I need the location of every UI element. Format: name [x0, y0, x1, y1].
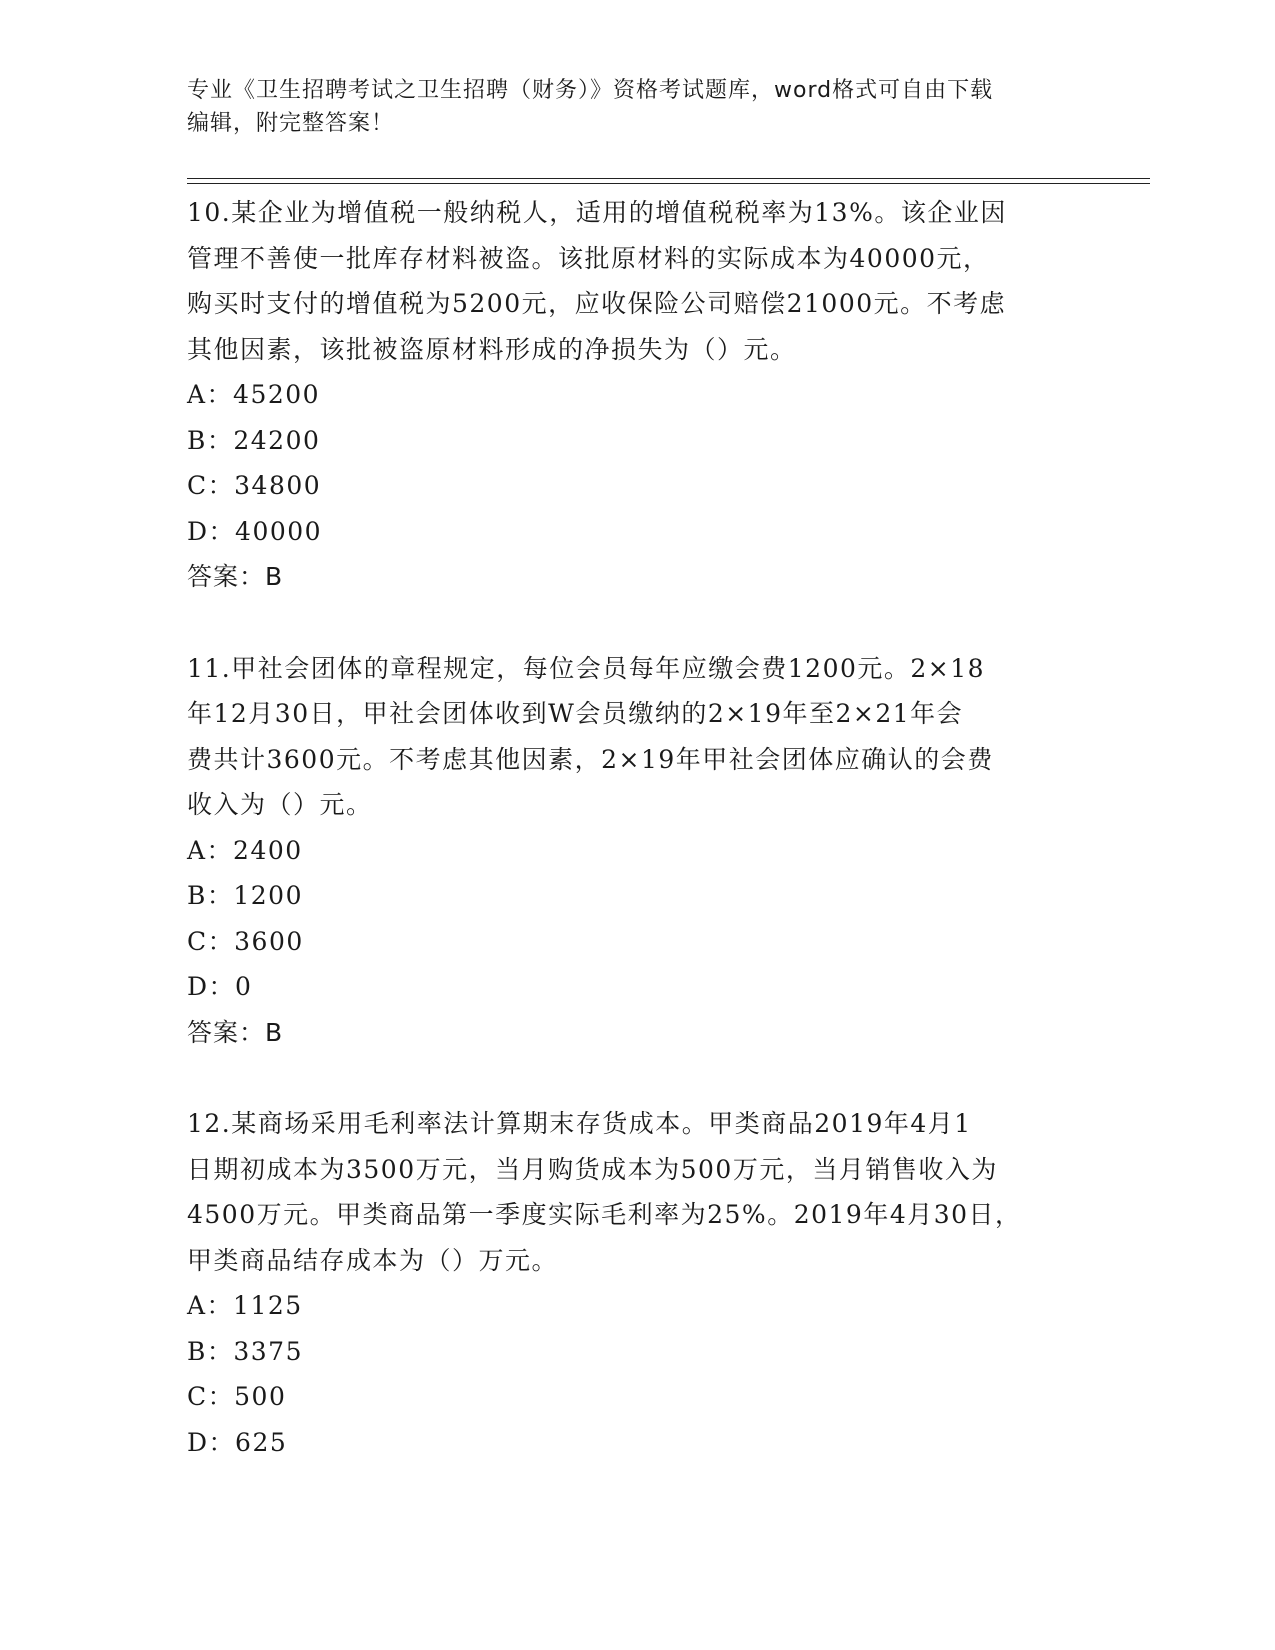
question-stem-line: 管理不善使一批库存材料被盗。该批原材料的实际成本为40000元， [187, 243, 990, 273]
question-stem-line: 12.某商场采用毛利率法计算期末存货成本。甲类商品2019年4月1 [187, 1109, 972, 1138]
option-c: C：34800 [187, 471, 322, 500]
question-10 [187, 190, 1067, 600]
option-a: A：45200 [187, 380, 321, 409]
question-stem-line: 收入为（）元。 [187, 790, 373, 819]
header-rule-top [187, 178, 1150, 179]
question-stem-line: 年12月30日，甲社会团体收到W会员缴纳的2×19年至2×21年会 [187, 699, 964, 728]
option-c: C：3600 [187, 926, 304, 956]
option-d: D：40000 [187, 516, 323, 546]
question-stem-line: 11.甲社会团体的章程规定，每位会员每年应缴会费1200元。2×18 [187, 653, 986, 683]
question-stem-line: 4500万元。甲类商品第一季度实际毛利率为25%。2019年4月30日， [187, 1200, 1022, 1229]
option-d: D：0 [187, 972, 253, 1001]
answer-line: 答案：B [187, 562, 284, 591]
option-a: A：2400 [187, 835, 303, 865]
header-rule-bottom [187, 183, 1150, 184]
document-header [187, 74, 1067, 140]
question-stem-line: 购买时支付的增值税为5200元，应收保险公司赔偿21000元。不考虑 [187, 289, 1007, 318]
option-b: B：3375 [187, 1336, 303, 1366]
option-d: D：625 [187, 1427, 288, 1457]
option-a: A：1125 [187, 1291, 303, 1320]
question-11 [187, 646, 1067, 1056]
header-line-2: 编辑，附完整答案！ [187, 111, 395, 136]
answer-line: 答案：B [187, 1017, 284, 1047]
question-stem-line: 日期初成本为3500万元，当月购货成本为500万元，当月销售收入为 [187, 1154, 998, 1184]
question-stem-line: 费共计3600元。不考虑其他因素，2×19年甲社会团体应确认的会费 [187, 744, 994, 774]
option-b: B：1200 [187, 881, 303, 910]
question-12 [187, 1101, 1067, 1465]
question-stem-line: 10.某企业为增值税一般纳税人，适用的增值税税率为13%。该企业因 [187, 198, 1007, 227]
option-c: C：500 [187, 1382, 287, 1411]
question-list [187, 190, 1067, 1511]
header-line-1: 专业《卫生招聘考试之卫生招聘（财务）》资格考试题库，word格式可自由下载 [187, 78, 994, 103]
question-stem-line: 其他因素，该批被盗原材料形成的净损失为（）元。 [187, 334, 797, 364]
option-b: B：24200 [187, 425, 321, 455]
question-stem-line: 甲类商品结存成本为（）万元。 [187, 1245, 559, 1275]
